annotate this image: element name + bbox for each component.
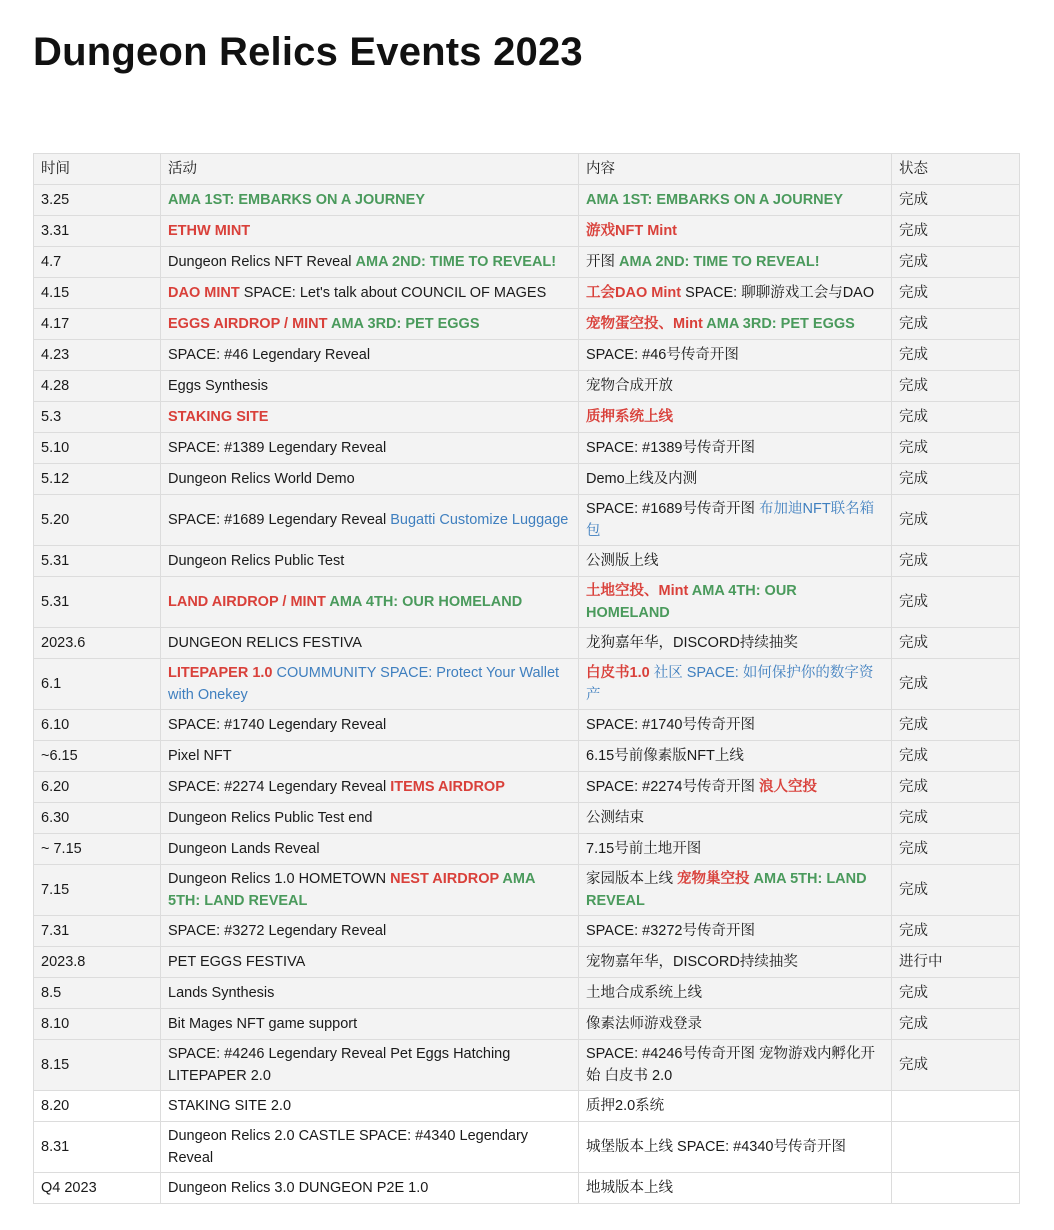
cell-status: 完成 — [892, 278, 1020, 309]
text-segment: AMA 2ND: TIME TO REVEAL! — [619, 254, 820, 270]
table-row — [34, 1009, 1020, 1040]
text-segment: AMA 2ND: TIME TO REVEAL! — [355, 254, 557, 270]
text-segment: PET EGGS FESTIVA — [168, 954, 306, 970]
cell-status: 完成 — [892, 978, 1020, 1009]
cell-status: 完成 — [892, 865, 1020, 916]
cell-content — [579, 402, 892, 433]
cell-content — [579, 978, 892, 1009]
text-segment: 浪人空投 — [759, 779, 817, 795]
table-row — [34, 340, 1020, 371]
cell-time: 2023.6 — [34, 628, 161, 659]
header-content: 内容 — [579, 154, 892, 185]
events-body — [34, 185, 1020, 1204]
cell-activity — [161, 402, 579, 433]
table-row — [34, 546, 1020, 577]
header-time: 时间 — [34, 154, 161, 185]
text-segment: AMA 4TH: OUR HOMELAND — [586, 583, 797, 621]
cell-time: 3.25 — [34, 185, 161, 216]
cell-status: 完成 — [892, 916, 1020, 947]
cell-content — [579, 433, 892, 464]
text-segment: COUMMUNITY SPACE: Protect Your Wallet with Onekey — [168, 665, 560, 703]
cell-status — [892, 1091, 1020, 1122]
cell-status: 完成 — [892, 1009, 1020, 1040]
cell-status: 完成 — [892, 803, 1020, 834]
cell-activity — [161, 947, 579, 978]
cell-content — [579, 628, 892, 659]
text-segment: 龙狗嘉年华，DISCORD持续抽奖 — [586, 635, 798, 651]
text-segment: DAO MINT — [168, 285, 240, 301]
text-segment: 土地空投、Mint — [586, 583, 689, 599]
cell-activity — [161, 216, 579, 247]
cell-time: ~ 7.15 — [34, 834, 161, 865]
table-row — [34, 309, 1020, 340]
cell-activity — [161, 865, 579, 916]
cell-status: 完成 — [892, 464, 1020, 495]
text-segment: 城堡版本上线 SPACE: #4340号传奇开图 — [586, 1139, 846, 1155]
cell-time: 3.31 — [34, 216, 161, 247]
text-segment: Dungeon Relics World Demo — [168, 471, 355, 487]
cell-activity — [161, 247, 579, 278]
text-segment: Eggs Synthesis — [168, 378, 268, 394]
table-row — [34, 247, 1020, 278]
text-segment: SPACE: #4246 Legendary Reveal Pet Eggs Hatching LITEPAPER 2.0 — [168, 1046, 511, 1084]
cell-content — [579, 916, 892, 947]
table-row — [34, 1173, 1020, 1204]
cell-activity — [161, 278, 579, 309]
table-row — [34, 495, 1020, 546]
cell-activity — [161, 803, 579, 834]
text-segment: LITEPAPER 1.0 — [168, 665, 273, 681]
text-segment: SPACE: #46 Legendary Reveal — [168, 347, 371, 363]
text-segment: 公测结束 — [586, 810, 644, 826]
text-segment: Dungeon Relics Public Test — [168, 553, 345, 569]
text-segment: AMA 1ST: EMBARKS ON A JOURNEY — [168, 192, 425, 208]
cell-time: 8.5 — [34, 978, 161, 1009]
cell-status: 完成 — [892, 772, 1020, 803]
table-row — [34, 577, 1020, 628]
cell-status — [892, 1173, 1020, 1204]
text-segment: 土地合成系统上线 — [586, 985, 702, 1001]
cell-time: 6.10 — [34, 710, 161, 741]
cell-time: 6.1 — [34, 659, 161, 710]
cell-status — [892, 1122, 1020, 1173]
cell-activity — [161, 1091, 579, 1122]
cell-content — [579, 1173, 892, 1204]
text-segment: AMA 4TH: OUR HOMELAND — [325, 594, 523, 610]
cell-activity — [161, 1009, 579, 1040]
cell-content — [579, 546, 892, 577]
cell-status: 完成 — [892, 340, 1020, 371]
cell-time: 4.7 — [34, 247, 161, 278]
cell-activity — [161, 185, 579, 216]
cell-time: 8.20 — [34, 1091, 161, 1122]
text-segment: DUNGEON RELICS FESTIVA — [168, 635, 362, 651]
cell-content — [579, 1040, 892, 1091]
table-row — [34, 628, 1020, 659]
cell-time: 6.20 — [34, 772, 161, 803]
cell-time: 7.15 — [34, 865, 161, 916]
table-row — [34, 1091, 1020, 1122]
cell-activity — [161, 741, 579, 772]
table-row — [34, 371, 1020, 402]
cell-content — [579, 772, 892, 803]
cell-content — [579, 495, 892, 546]
text-segment: SPACE: #1689 Legendary Reveal — [168, 512, 391, 528]
cell-content — [579, 1122, 892, 1173]
text-segment: 宠物巢空投 — [677, 871, 750, 887]
text-segment: SPACE: #3272号传奇开图 — [586, 923, 755, 939]
text-segment: 地城版本上线 — [586, 1180, 673, 1196]
cell-time: 4.15 — [34, 278, 161, 309]
text-segment: STAKING SITE — [168, 409, 269, 425]
text-segment: NEST AIRDROP — [390, 871, 499, 887]
text-segment: ETHW MINT — [168, 223, 251, 239]
text-segment: Bit Mages NFT game support — [168, 1016, 358, 1032]
cell-activity — [161, 834, 579, 865]
text-segment: AMA 5TH: LAND REVEAL — [586, 871, 867, 909]
cell-status: 完成 — [892, 247, 1020, 278]
cell-status: 完成 — [892, 710, 1020, 741]
table-row — [34, 978, 1020, 1009]
text-segment: SPACE: #4246号传奇开图 宠物游戏内孵化开始 白皮书 2.0 — [586, 1046, 875, 1084]
events-table — [33, 153, 1020, 1204]
cell-status: 完成 — [892, 546, 1020, 577]
cell-status: 进行中 — [892, 947, 1020, 978]
cell-time: 5.31 — [34, 546, 161, 577]
text-segment: SPACE: #1740 Legendary Reveal — [168, 717, 387, 733]
text-segment: Pixel NFT — [168, 748, 232, 764]
text-segment: Dungeon Lands Reveal — [168, 841, 320, 857]
cell-status: 完成 — [892, 309, 1020, 340]
cell-time: 4.28 — [34, 371, 161, 402]
cell-activity — [161, 628, 579, 659]
text-segment: Demo上线及内测 — [586, 471, 698, 487]
cell-activity — [161, 546, 579, 577]
text-segment: 开图 — [586, 254, 620, 270]
cell-activity — [161, 495, 579, 546]
text-segment: SPACE: #1389 Legendary Reveal — [168, 440, 387, 456]
text-segment: 白皮书1.0 — [586, 665, 650, 681]
text-segment: 布加迪NFT联名箱包 — [586, 501, 875, 539]
text-segment: 宠物蛋空投、Mint — [586, 316, 703, 332]
text-segment: Dungeon Relics Public Test end — [168, 810, 373, 826]
text-segment: SPACE: 聊聊游戏工会与DAO — [681, 285, 875, 301]
text-segment: 质押2.0系统 — [586, 1098, 665, 1114]
text-segment: SPACE: #1689号传奇开图 — [586, 501, 759, 517]
text-segment: SPACE: #1389号传奇开图 — [586, 440, 755, 456]
cell-activity — [161, 464, 579, 495]
cell-activity — [161, 309, 579, 340]
table-row — [34, 865, 1020, 916]
text-segment: AMA 3RD: PET EGGS — [327, 316, 480, 332]
text-segment: LAND AIRDROP / MINT — [168, 594, 326, 610]
table-row — [34, 185, 1020, 216]
text-segment: 7.15号前土地开图 — [586, 841, 702, 857]
text-segment: 家园版本上线 — [586, 871, 678, 887]
table-row — [34, 947, 1020, 978]
cell-status: 完成 — [892, 433, 1020, 464]
cell-time: 7.31 — [34, 916, 161, 947]
cell-content — [579, 371, 892, 402]
text-segment: 公测版上线 — [586, 553, 659, 569]
cell-status: 完成 — [892, 371, 1020, 402]
cell-content — [579, 464, 892, 495]
cell-status: 完成 — [892, 185, 1020, 216]
table-row — [34, 402, 1020, 433]
cell-status: 完成 — [892, 834, 1020, 865]
cell-status: 完成 — [892, 1040, 1020, 1091]
text-segment: 社区 SPACE: 如何保护你的数字资产 — [586, 665, 874, 703]
cell-time: 4.17 — [34, 309, 161, 340]
text-segment: Dungeon Relics 3.0 DUNGEON P2E 1.0 — [168, 1180, 429, 1196]
cell-content — [579, 247, 892, 278]
cell-content — [579, 947, 892, 978]
cell-activity — [161, 1040, 579, 1091]
table-row — [34, 916, 1020, 947]
cell-content — [579, 185, 892, 216]
cell-status: 完成 — [892, 216, 1020, 247]
table-row — [34, 1122, 1020, 1173]
text-segment: 宠物合成开放 — [586, 378, 673, 394]
text-segment: Dungeon Relics 1.0 HOMETOWN — [168, 871, 391, 887]
page-title: Dungeon Relics Events 2023 — [33, 30, 583, 74]
table-row — [34, 834, 1020, 865]
cell-content — [579, 710, 892, 741]
text-segment: 游戏NFT Mint — [586, 223, 678, 239]
cell-time: 8.31 — [34, 1122, 161, 1173]
text-segment: 像素法师游戏登录 — [586, 1016, 702, 1032]
cell-time: 5.20 — [34, 495, 161, 546]
cell-time: 6.30 — [34, 803, 161, 834]
cell-activity — [161, 577, 579, 628]
text-segment: SPACE: Let's talk about COUNCIL OF MAGES — [239, 285, 547, 301]
text-segment: SPACE: #2274 Legendary Reveal — [168, 779, 391, 795]
text-segment: AMA 5TH: LAND REVEAL — [168, 871, 535, 909]
text-segment: Dungeon Relics NFT Reveal — [168, 254, 356, 270]
cell-time: 2023.8 — [34, 947, 161, 978]
cell-time: 5.3 — [34, 402, 161, 433]
cell-activity — [161, 916, 579, 947]
cell-time: 5.12 — [34, 464, 161, 495]
table-row — [34, 659, 1020, 710]
cell-content — [579, 278, 892, 309]
cell-activity — [161, 1122, 579, 1173]
text-segment: Dungeon Relics 2.0 CASTLE SPACE: #4340 Legendary Reveal — [168, 1128, 529, 1166]
cell-content — [579, 741, 892, 772]
text-segment: SPACE: #1740号传奇开图 — [586, 717, 755, 733]
cell-time: 8.15 — [34, 1040, 161, 1091]
cell-activity — [161, 710, 579, 741]
table-row — [34, 433, 1020, 464]
table-row — [34, 803, 1020, 834]
cell-content — [579, 216, 892, 247]
cell-activity — [161, 659, 579, 710]
cell-activity — [161, 371, 579, 402]
cell-content — [579, 659, 892, 710]
text-segment: Bugatti Customize Luggage — [390, 512, 569, 528]
table-row — [34, 772, 1020, 803]
table-row — [34, 464, 1020, 495]
cell-activity — [161, 340, 579, 371]
text-segment: Lands Synthesis — [168, 985, 275, 1001]
text-segment: 6.15号前像素版NFT上线 — [586, 748, 744, 764]
cell-time: ~6.15 — [34, 741, 161, 772]
cell-status: 完成 — [892, 577, 1020, 628]
cell-activity — [161, 1173, 579, 1204]
cell-content — [579, 309, 892, 340]
text-segment: 质押系统上线 — [586, 409, 673, 425]
table-row — [34, 710, 1020, 741]
cell-content — [579, 1091, 892, 1122]
cell-content — [579, 577, 892, 628]
cell-status: 完成 — [892, 495, 1020, 546]
text-segment: SPACE: #46号传奇开图 — [586, 347, 739, 363]
cell-status: 完成 — [892, 402, 1020, 433]
cell-status: 完成 — [892, 741, 1020, 772]
text-segment: STAKING SITE 2.0 — [168, 1098, 292, 1114]
cell-time: 5.10 — [34, 433, 161, 464]
text-segment: ITEMS AIRDROP — [390, 779, 505, 795]
cell-time: 5.31 — [34, 577, 161, 628]
text-segment: AMA 1ST: EMBARKS ON A JOURNEY — [586, 192, 843, 208]
text-segment: 宠物嘉年华，DISCORD持续抽奖 — [586, 954, 798, 970]
table-row — [34, 216, 1020, 247]
cell-time: 4.23 — [34, 340, 161, 371]
cell-content — [579, 803, 892, 834]
cell-content — [579, 340, 892, 371]
cell-time: 8.10 — [34, 1009, 161, 1040]
text-segment: EGGS AIRDROP / MINT — [168, 316, 328, 332]
table-row — [34, 278, 1020, 309]
text-segment: AMA 3RD: PET EGGS — [702, 316, 855, 332]
cell-activity — [161, 433, 579, 464]
cell-content — [579, 865, 892, 916]
header-activity: 活动 — [161, 154, 579, 185]
text-segment: 工会DAO Mint — [586, 285, 682, 301]
cell-status: 完成 — [892, 628, 1020, 659]
cell-content — [579, 1009, 892, 1040]
table-row — [34, 1040, 1020, 1091]
cell-activity — [161, 978, 579, 1009]
text-segment: SPACE: #3272 Legendary Reveal — [168, 923, 387, 939]
cell-activity — [161, 772, 579, 803]
cell-status: 完成 — [892, 659, 1020, 710]
table-row — [34, 741, 1020, 772]
cell-content — [579, 834, 892, 865]
header-row — [34, 154, 1020, 185]
text-segment: SPACE: #2274号传奇开图 — [586, 779, 759, 795]
header-status: 状态 — [892, 154, 1020, 185]
cell-time: Q4 2023 — [34, 1173, 161, 1204]
